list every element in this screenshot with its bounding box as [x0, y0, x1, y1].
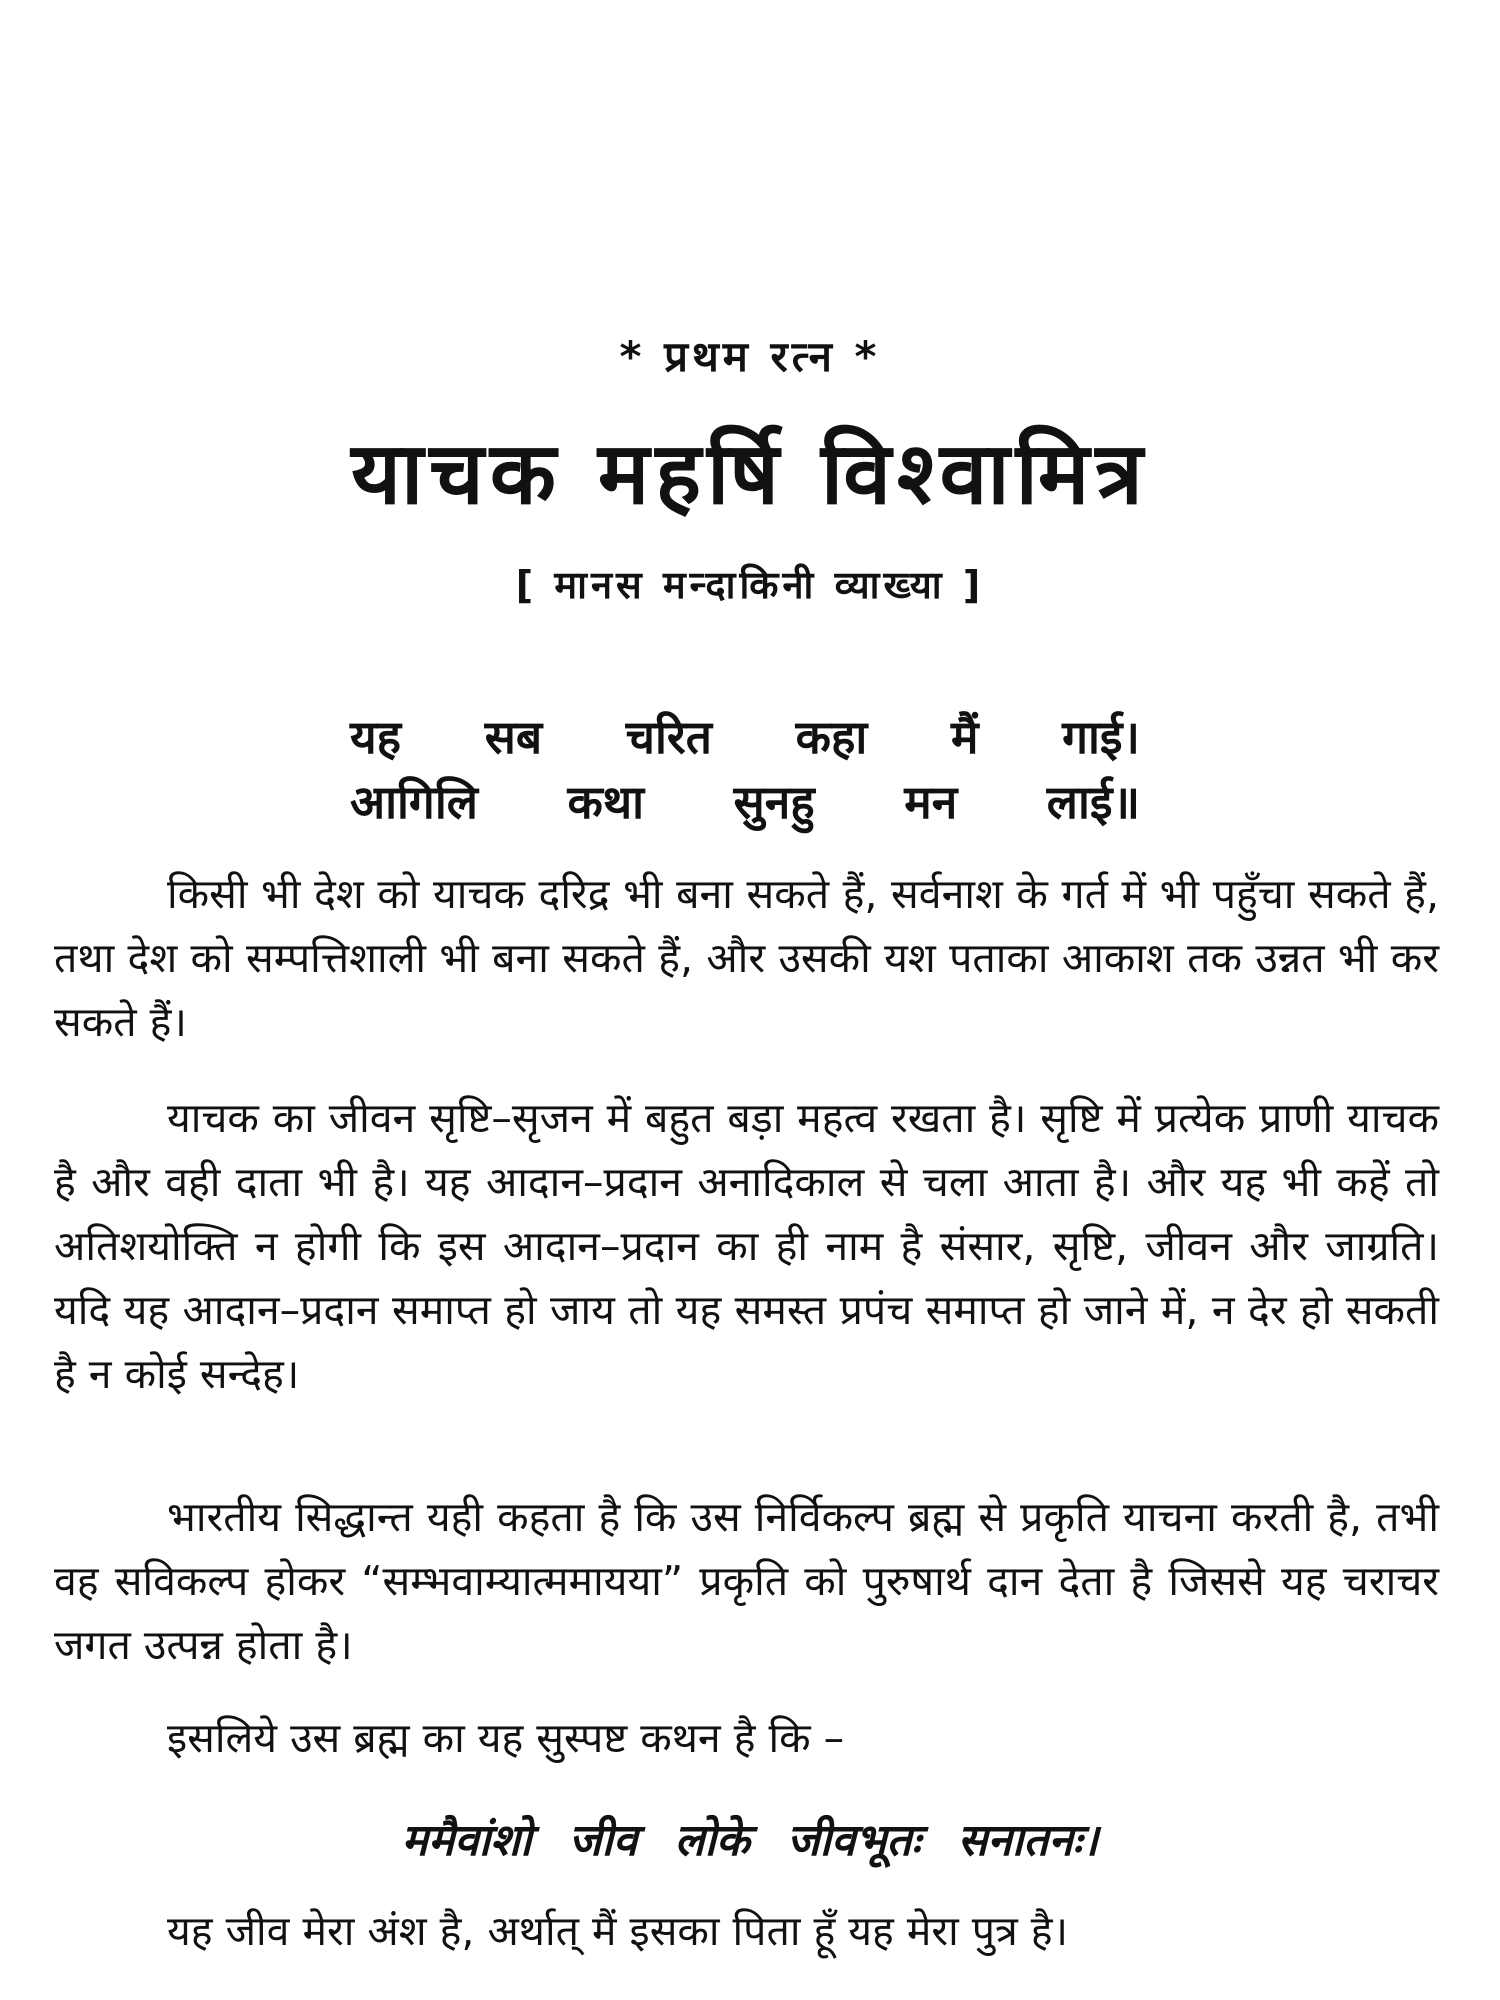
chapter-label: * प्रथम रत्न * — [619, 332, 881, 381]
verse-line-2 — [350, 770, 1140, 832]
paragraph: याचक का जीवन सृष्टि–सृजन में बहुत बड़ा महत्व रखता है। सृष्टि में प्रत्येक प्राणी याचक है और वही दाता भी है। यह आदान–प्रदान अनादिकाल से चला आता है। और यह भी कहें तो अतिशयोक्ति न होगी कि इस आदान–प्रदान का ही नाम है संसार, सृष्टि, जीवन और जाग्रति। यदि यह आदान–प्रदान समाप्त हो जाय तो यह समस्त प्रपंच समाप्त हो जाने में, न देर हो सकती है न कोई सन्देह। — [54, 1094, 1439, 1398]
verse-word: गाई। — [1062, 710, 1140, 764]
shloka-quote: ममैवांशो जीव लोके जीवभूतः सनातनः। — [401, 1815, 1099, 1866]
verse-word: लाई॥ — [1046, 775, 1140, 829]
paragraph: किसी भी देश को याचक दरिद्र भी बना सकते हैं, सर्वनाश के गर्त में भी पहुँचा सकते हैं, तथा देश को सम्पत्तिशाली भी बना सकते हैं, और उसकी यश पताका आकाश तक उन्नत भी कर सकते हैं। — [54, 870, 1439, 1046]
verse-word: आगिलि — [350, 775, 478, 829]
verse-word: मैं — [950, 710, 979, 764]
page-title: याचक महर्षि विश्वामित्र — [351, 424, 1149, 524]
verse-word: यह — [350, 710, 402, 764]
verse-word: मन — [904, 775, 958, 829]
verse-word: सब — [484, 710, 543, 764]
closing-paragraph: यह जीव मेरा अंश है, अर्थात् मैं इसका पिता हूँ यह मेरा पुत्र है। — [167, 1907, 1069, 1955]
verse-word: कथा — [567, 775, 645, 829]
verse-word: सुनहु — [733, 775, 815, 829]
paragraph: भारतीय सिद्धान्त यही कहता है कि उस निर्विकल्प ब्रह्म से प्रकृति याचना करती है, तभी वह सविकल्प होकर “सम्भवाम्यात्ममायया” प्रकृति को पुरुषार्थ दान देता है जिससे यह चराचर जगत उत्पन्न होता है। — [54, 1493, 1439, 1669]
page-subtitle: [ मानस मन्दाकिनी व्याख्या ] — [515, 563, 985, 607]
verse-line-1 — [350, 705, 1140, 767]
verse-word: कहा — [795, 710, 868, 764]
paragraph: इसलिये उस ब्रह्म का यह सुस्पष्ट कथन है कि – — [167, 1714, 845, 1762]
verse-word: चरित — [625, 710, 712, 764]
